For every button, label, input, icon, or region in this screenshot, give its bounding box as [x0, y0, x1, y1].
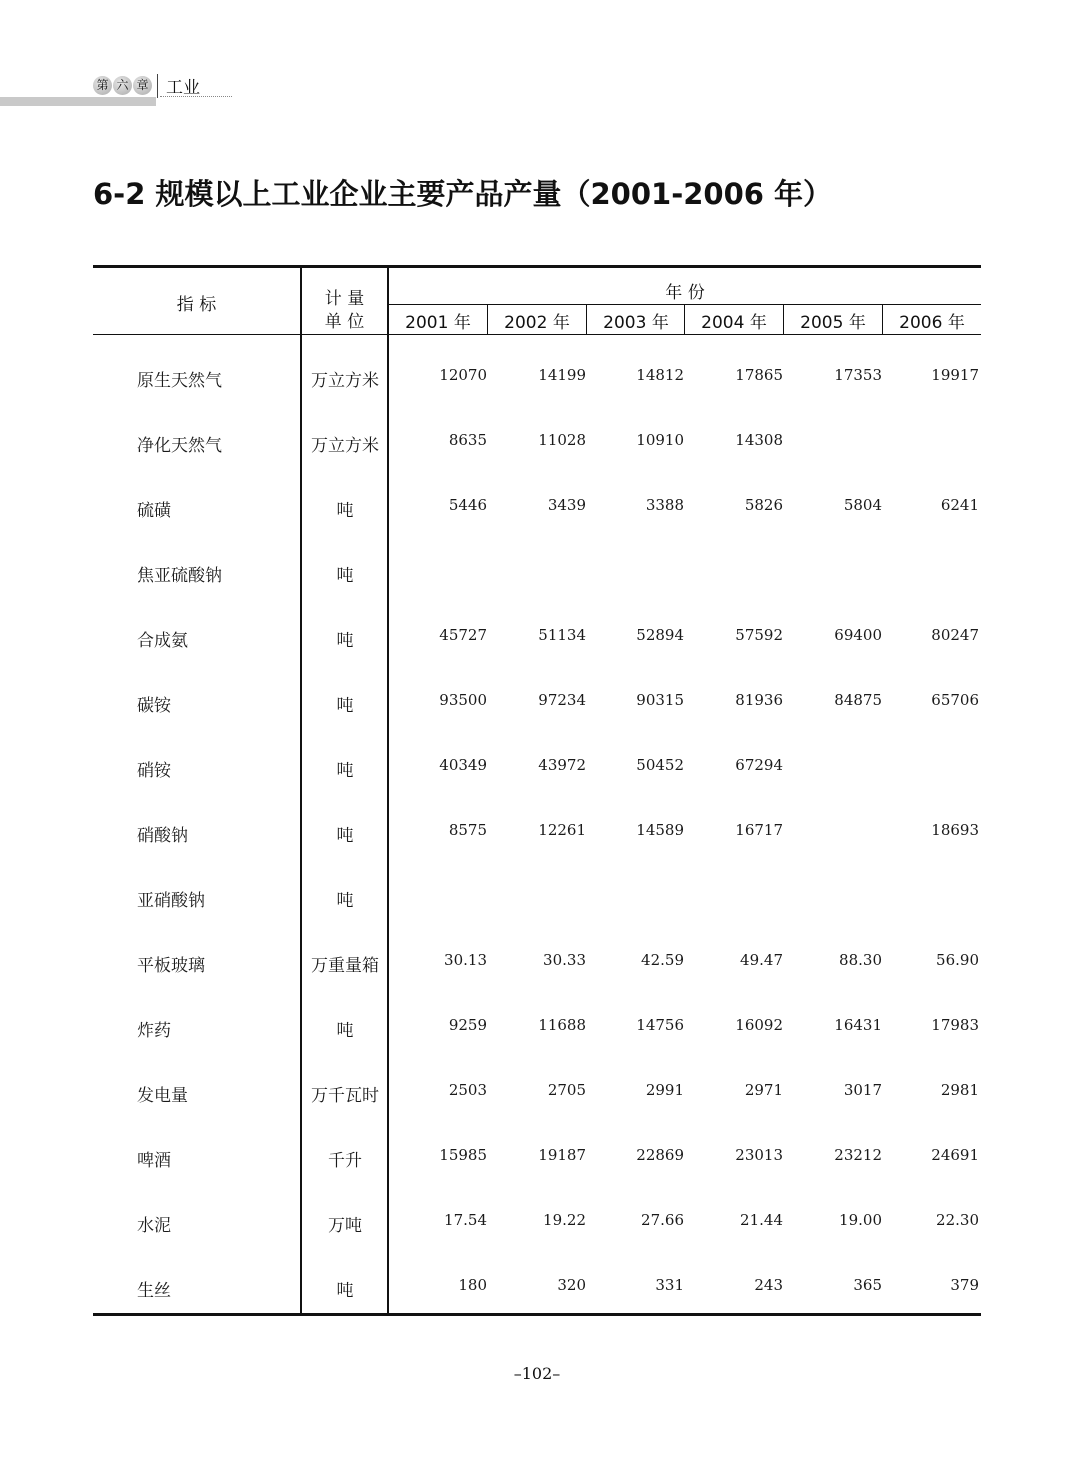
section-title: 工业: [166, 78, 200, 98]
indicator-name: 炸药: [137, 1021, 171, 1041]
value-2006: 22.30: [936, 1211, 979, 1229]
table-row: [93, 667, 981, 732]
value-2004: 16717: [735, 821, 783, 839]
chapter-badges: [93, 76, 152, 95]
value-2004: 14308: [735, 431, 783, 449]
indicator-name: 净化天然气: [137, 436, 222, 456]
value-2006: 2981: [940, 1081, 979, 1099]
value-2004: 57592: [735, 626, 783, 644]
indicator-name: 水泥: [137, 1216, 171, 1236]
years-group-header: 年 份: [665, 283, 705, 303]
value-2002: 12261: [538, 821, 586, 839]
value-2004: 5826: [744, 496, 783, 514]
unit-cell: 吨: [336, 696, 354, 716]
value-2001: 93500: [439, 691, 487, 709]
value-2001: 9259: [448, 1016, 487, 1034]
unit-cell: 吨: [336, 826, 354, 846]
value-2005: 19.00: [839, 1211, 882, 1229]
value-2002: 11028: [538, 431, 586, 449]
indicator-name: 发电量: [137, 1086, 188, 1106]
table-row: [93, 342, 981, 407]
unit-cell: 吨: [336, 891, 354, 911]
value-2005: 5804: [843, 496, 882, 514]
unit-cell: 吨: [336, 1281, 354, 1301]
unit-cell: 吨: [336, 1021, 354, 1041]
indicator-header: 指 标: [176, 295, 217, 315]
unit-cell: 吨: [336, 566, 354, 586]
value-2006: 379: [950, 1276, 979, 1294]
value-2001: 45727: [439, 626, 487, 644]
unit-cell: 万千瓦时: [311, 1086, 379, 1106]
unit-cell: 万立方米: [311, 371, 379, 391]
table-row: [93, 1252, 981, 1317]
value-2005: 3017: [843, 1081, 882, 1099]
year-header-2006: 2006 年: [899, 313, 965, 333]
value-2003: 14589: [636, 821, 684, 839]
unit-cell: 千升: [328, 1151, 362, 1171]
value-2004: 81936: [735, 691, 783, 709]
value-2003: 14756: [636, 1016, 684, 1034]
value-2005: 17353: [834, 366, 882, 384]
indicator-name: 原生天然气: [137, 371, 222, 391]
value-2005: 88.30: [839, 951, 882, 969]
table-row: [93, 602, 981, 667]
value-2003: 10910: [636, 431, 684, 449]
value-2004: 16092: [735, 1016, 783, 1034]
value-2004: 2971: [744, 1081, 783, 1099]
value-2001: 2503: [448, 1081, 487, 1099]
header-separator: [157, 74, 158, 98]
table-row: [93, 472, 981, 537]
value-2002: 19.22: [543, 1211, 586, 1229]
header-gray-bar: [0, 97, 156, 106]
unit-header-line2: 单 位: [324, 312, 365, 332]
indicator-name: 啤酒: [137, 1151, 171, 1171]
indicator-name: 焦亚硫酸钠: [137, 566, 222, 586]
value-2003: 50452: [636, 756, 684, 774]
value-2001: 180: [458, 1276, 487, 1294]
table-row: [93, 1187, 981, 1252]
unit-cell: 吨: [336, 631, 354, 651]
unit-cell: 吨: [336, 501, 354, 521]
unit-header-line1: 计 量: [324, 289, 365, 309]
value-2002: 19187: [538, 1146, 586, 1164]
indicator-name: 硝铵: [137, 761, 171, 781]
value-2002: 320: [557, 1276, 586, 1294]
value-2005: 84875: [834, 691, 882, 709]
value-2002: 30.33: [543, 951, 586, 969]
value-2006: 24691: [931, 1146, 979, 1164]
value-2006: 18693: [931, 821, 979, 839]
table-row: [93, 927, 981, 992]
value-2004: 243: [754, 1276, 783, 1294]
value-2002: 11688: [538, 1016, 586, 1034]
years-group-rule: [389, 304, 981, 305]
year-header-2005: 2005 年: [800, 313, 866, 333]
value-2003: 22869: [636, 1146, 684, 1164]
value-2001: 12070: [439, 366, 487, 384]
year-header-2001: 2001 年: [405, 313, 471, 333]
value-2006: 65706: [931, 691, 979, 709]
value-2004: 17865: [735, 366, 783, 384]
indicator-name: 硫磺: [137, 501, 171, 521]
year-header-2002: 2002 年: [504, 313, 570, 333]
value-2006: 6241: [940, 496, 979, 514]
table-row: [93, 407, 981, 472]
indicator-name: 生丝: [137, 1281, 171, 1301]
table-row: [93, 1057, 981, 1122]
unit-cell: 万立方米: [311, 436, 379, 456]
value-2002: 2705: [547, 1081, 586, 1099]
value-2005: 23212: [834, 1146, 882, 1164]
value-2005: 365: [853, 1276, 882, 1294]
value-2004: 49.47: [740, 951, 783, 969]
year-header-2003: 2003 年: [603, 313, 669, 333]
value-2003: 331: [655, 1276, 684, 1294]
value-2004: 23013: [735, 1146, 783, 1164]
unit-cell: 吨: [336, 761, 354, 781]
chapter-badge: 六: [113, 76, 132, 95]
value-2002: 14199: [538, 366, 586, 384]
value-2001: 5446: [448, 496, 487, 514]
value-2006: 56.90: [936, 951, 979, 969]
value-2002: 97234: [538, 691, 586, 709]
table-row: [93, 797, 981, 862]
value-2006: 17983: [931, 1016, 979, 1034]
value-2003: 14812: [636, 366, 684, 384]
indicator-name: 硝酸钠: [137, 826, 188, 846]
value-2001: 40349: [439, 756, 487, 774]
page-title: 6-2 规模以上工业企业主要产品产量（2001-2006 年）: [93, 177, 833, 211]
unit-cell: 万吨: [328, 1216, 362, 1236]
value-2001: 17.54: [444, 1211, 487, 1229]
indicator-name: 合成氨: [137, 631, 188, 651]
header-dotted-rule: [160, 96, 232, 97]
value-2005: 16431: [834, 1016, 882, 1034]
table-row: [93, 537, 981, 602]
table-row: [93, 732, 981, 797]
value-2003: 42.59: [641, 951, 684, 969]
value-2001: 8635: [448, 431, 487, 449]
value-2003: 52894: [636, 626, 684, 644]
table-row: [93, 992, 981, 1057]
value-2004: 21.44: [740, 1211, 783, 1229]
value-2002: 3439: [547, 496, 586, 514]
value-2001: 8575: [448, 821, 487, 839]
table-top-rule: [93, 265, 981, 268]
table-row: [93, 862, 981, 927]
value-2001: 30.13: [444, 951, 487, 969]
value-2004: 67294: [735, 756, 783, 774]
value-2002: 43972: [538, 756, 586, 774]
chapter-badge: 章: [133, 76, 152, 95]
indicator-name: 亚硝酸钠: [137, 891, 205, 911]
value-2002: 51134: [538, 626, 586, 644]
value-2003: 3388: [645, 496, 684, 514]
value-2003: 2991: [645, 1081, 684, 1099]
value-2003: 27.66: [641, 1211, 684, 1229]
indicator-name: 平板玻璃: [137, 956, 205, 976]
indicator-name: 碳铵: [137, 696, 171, 716]
page-number: –102–: [513, 1364, 561, 1383]
chapter-badge: 第: [93, 76, 112, 95]
value-2006: 19917: [931, 366, 979, 384]
table-row: [93, 1122, 981, 1187]
value-2005: 69400: [834, 626, 882, 644]
header-bottom-rule: [93, 334, 981, 335]
value-2003: 90315: [636, 691, 684, 709]
value-2006: 80247: [931, 626, 979, 644]
year-header-2004: 2004 年: [701, 313, 767, 333]
unit-cell: 万重量箱: [311, 956, 379, 976]
value-2001: 15985: [439, 1146, 487, 1164]
